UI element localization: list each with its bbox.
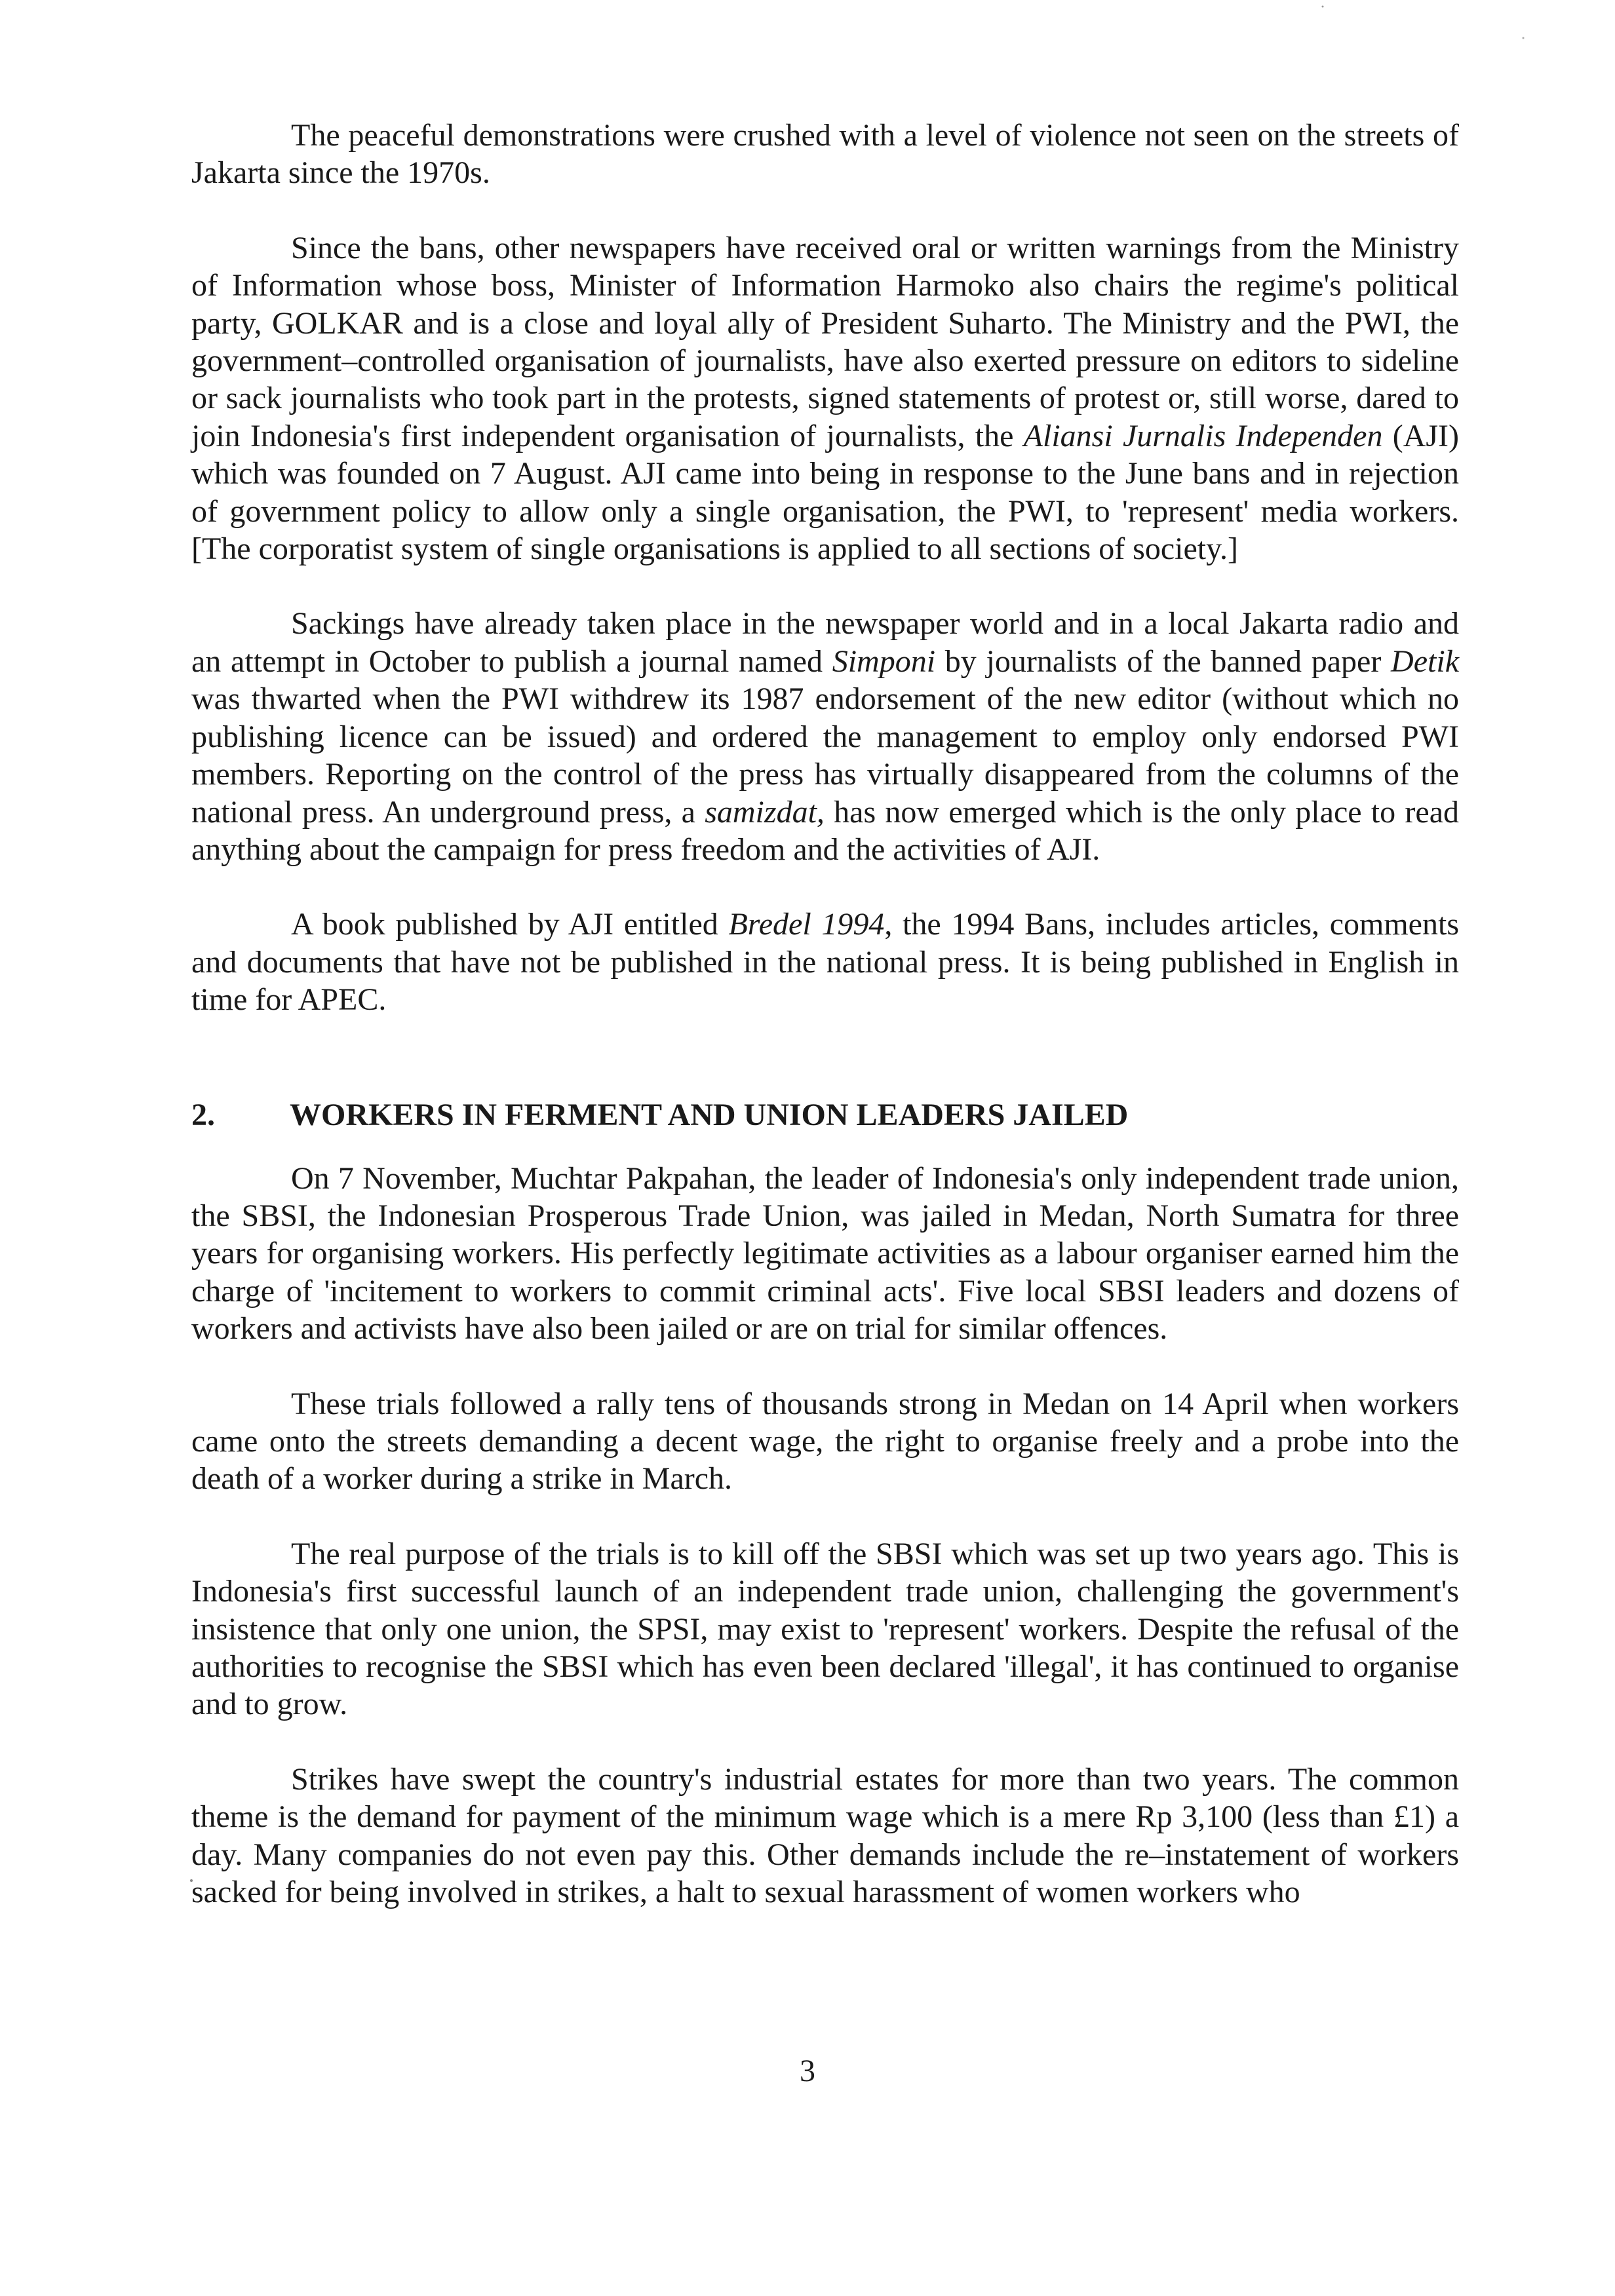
italic-text: Simponi <box>832 643 936 679</box>
page-number: 3 <box>800 2054 815 2088</box>
text-run: Sackings have already taken place in the newspaper world and in a local Jakarta radio and an attempt in October to publish a journal named <box>191 606 1459 679</box>
paragraph <box>191 1761 1459 1911</box>
text-run: Since the bans, other newspapers have received oral or written warnings from the Ministry of Information whose boss, Minister of Information Harmoko also chairs the regime's political party, GOLKAR and is a close and loyal ally of President Suharto. The Ministry and the PWI, the government–controlled organisation of journalists, have also exerted pressure on editors to sideline or sack journalists who took part in the protests, signed statements of protest or, still worse, dared to join Indonesia's first independent organisation of journalists, the <box>191 230 1459 453</box>
text-run: These trials followed a rally tens of thousands strong in Medan on 14 April when workers came onto the streets demanding a decent wage, the right to organise freely and a probe into the death of a worker during a strike in March. <box>191 1386 1459 1497</box>
italic-text: Detik <box>1391 643 1459 679</box>
paragraph <box>191 605 1459 868</box>
section-heading <box>191 1096 1459 1134</box>
document-page <box>191 117 1459 1911</box>
section-number: 2. <box>191 1097 215 1132</box>
text-run: , the 1994 Bans, includes articles, comments and documents that have not be published in the national press. It is being published in English in time for APEC. <box>191 907 1459 1018</box>
text-run: The peaceful demonstrations were crushed with a level of violence not seen on the streets of Jakarta since the 1970s. <box>191 118 1459 191</box>
italic-text: Aliansi Jurnalis Independen <box>1023 418 1383 453</box>
text-run: On 7 November, Muchtar Pakpahan, the leader of Indonesia's only independent trade union, the SBSI, the Indonesian Prosperous Trade Union, was jailed in Medan, North Sumatra for three years for organising workers. His perfectly legitimate activities as a labour organiser earned him the charge of 'incitement to workers to commit criminal acts'. Five local SBSI leaders and dozens of workers and activists have also been jailed or are on trial for similar offences. <box>191 1160 1459 1347</box>
text-run: was thwarted when the PWI withdrew its 1987 endorsement of the new editor (without which no publishing licence can be issued) and ordered the management to employ only endorsed PWI members. Reporting on the control of the press has virtually disappeared from the columns of the national press. An underground press, a <box>191 681 1459 830</box>
body-text-top <box>191 117 1459 1019</box>
body-text-section <box>191 1160 1459 1911</box>
text-run: A book published by AJI entitled <box>291 907 729 942</box>
text-run: The real purpose of the trials is to kill off the SBSI which was set up two years ago. This is Indonesia's first successful launch of an independent trade union, challenging the government's insistence that only one union, the SPSI, may exist to 'represent' workers. Despite the refusal of the authorities to recognise the SBSI which has even been declared 'illegal', it has continued to organise and to grow. <box>191 1536 1459 1722</box>
text-run: Strikes have swept the country's industrial estates for more than two years. The common theme is the demand for payment of the minimum wage which is a mere Rp 3,100 (less than £1) a day. Many companies do not even pay this. Other demands include the re–instatement of workers sacked for being involved in strikes, a halt to sexual harassment of women workers who <box>191 1761 1459 1910</box>
paragraph <box>191 1160 1459 1348</box>
paragraph <box>191 1385 1459 1498</box>
text-run: has now emerged which is the only place to read anything about the campaign for press freedom and the activities of AJI. <box>191 794 1459 867</box>
italic-text: Bredel 1994 <box>728 907 885 942</box>
paragraph <box>191 1535 1459 1723</box>
paragraph <box>191 906 1459 1018</box>
section-title: WORKERS IN FERMENT AND UNION LEADERS JAILED <box>290 1097 1129 1132</box>
text-run: (AJI) which was founded on 7 August. AJI came into being in response to the June bans and in rejection of government policy to allow only a single organisation, the PWI, to 'represent' media workers. [The corporatist system of single organisations is applied to all sections of society.] <box>191 418 1460 567</box>
italic-text: samizdat, <box>705 794 825 830</box>
text-run: by journalists of the banned paper <box>935 643 1391 679</box>
paragraph <box>191 117 1459 192</box>
paragraph <box>191 229 1459 568</box>
